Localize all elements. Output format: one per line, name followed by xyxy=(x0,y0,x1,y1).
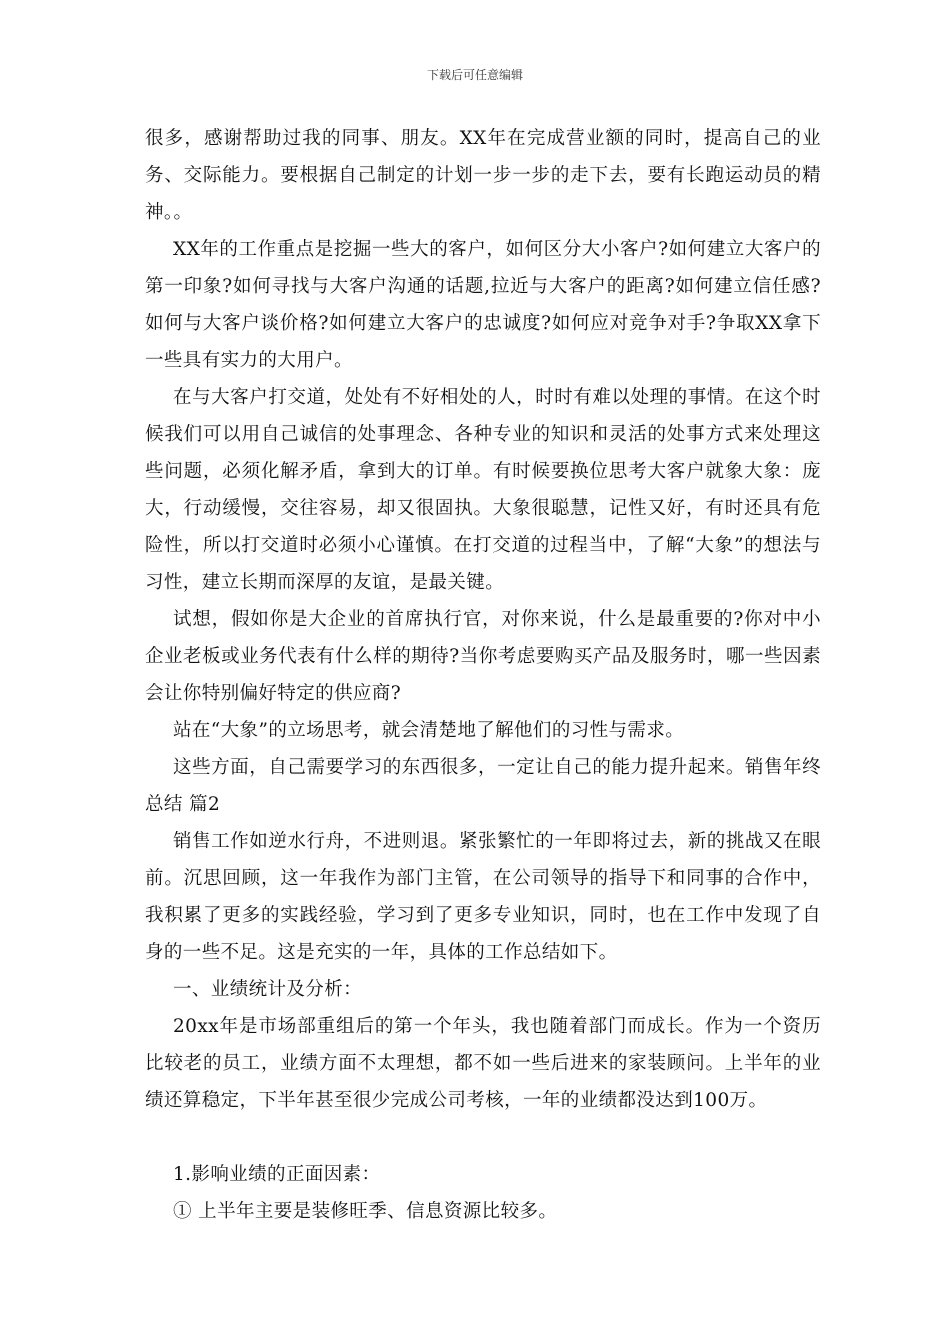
paragraph: 试想，假如你是大企业的首席执行官，对你来说，什么是最重要的?你对中小企业老板或业务代表有什么样的期待?当你考虑要购买产品及服务时，哪一些因素会让你特别偏好特定的供应商? xyxy=(145,609,821,704)
paragraph: 很多，感谢帮助过我的同事、朋友。XX年在完成营业额的同时，提高自己的业务、交际能力。要根据自己制定的计划一步一步的走下去，要有长跑运动员的精神。。 xyxy=(145,128,821,223)
paragraph: XX年的工作重点是挖掘一些大的客户，如何区分大小客户?如何建立大客户的第一印象?如何寻找与大客户沟通的话题,拉近与大客户的距离?如何建立信任感?如何与大客户谈价格?如何建立大客户的忠诚度?如何应对竞争对手?争取XX拿下一些具有实力的大用户。 xyxy=(145,239,821,371)
paragraph: 20xx年是市场部重组后的第一个年头，我也随着部门而成长。作为一个资历比较老的员工，业绩方面不太理想，都不如一些后进来的家装顾问。上半年的业绩还算稳定，下半年甚至很少完成公司考核，一年的业绩都没达到100万。 xyxy=(145,1016,821,1111)
page-header: 下载后可任意编辑 xyxy=(426,68,523,82)
paragraph: 在与大客户打交道，处处有不好相处的人，时时有难以处理的事情。在这个时候我们可以用自己诚信的处事理念、各种专业的知识和灵活的处事方式来处理这些问题，必须化解矛盾，拿到大的订单。有时候要换位思考大客户就象大象：庞大，行动缓慢，交往容易，却又很固执。大象很聪慧，记性又好，有时还具有危险性，所以打交道时必须小心谨慎。在打交道的过程当中，了解“大象”的想法与习性，建立长期而深厚的友谊，是最关键。 xyxy=(145,387,821,593)
subsection-heading: 1.影响业绩的正面因素： xyxy=(173,1164,381,1185)
paragraph: 销售工作如逆水行舟，不进则退。紧张繁忙的一年即将过去，新的挑战又在眼前。沉思回顾，这一年我作为部门主管，在公司领导的指导下和同事的合作中，我积累了更多的实践经验，学习到了更多专业知识，同时，也在工作中发现了自身的一些不足。这是充实的一年，具体的工作总结如下。 xyxy=(145,831,821,963)
paragraph: 这些方面，自己需要学习的东西很多，一定让自己的能力提升起来。销售年终总结 篇2 xyxy=(145,757,821,815)
list-item: ① 上半年主要是装修旺季、信息资源比较多。 xyxy=(173,1201,558,1222)
document-body xyxy=(145,120,821,1230)
blank-line xyxy=(145,1119,821,1156)
section-heading: 一、业绩统计及分析： xyxy=(173,979,363,1000)
paragraph: 站在“大象”的立场思考，就会清楚地了解他们的习性与需求。 xyxy=(173,720,685,741)
